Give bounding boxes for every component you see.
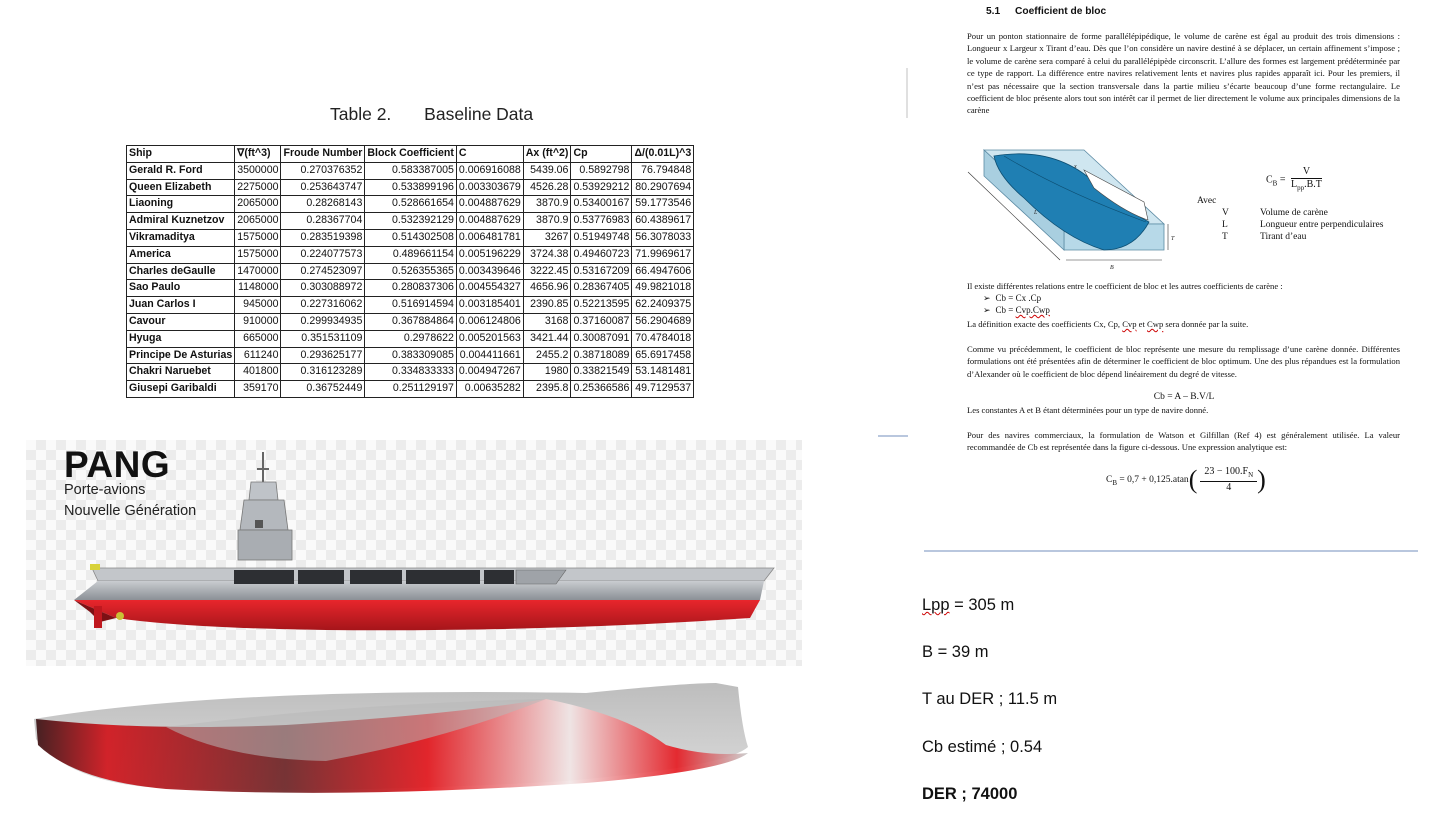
table-cell: 0.528661654 [365,196,457,213]
table-cell: 359170 [235,381,281,398]
table-cell: 0.006124806 [456,313,523,330]
table-row [127,297,694,314]
note-displacement: DER ; 74000 [922,785,1018,803]
table-cell: 0.49460723 [571,246,632,263]
table-cell: 0.004554327 [456,280,523,297]
legend-symbol-l: L [1222,220,1228,230]
ship-name-cell: Admiral Kuznetzov [127,213,235,230]
table-cell: 0.004947267 [456,364,523,381]
ship-profile-image [26,440,802,666]
table-cell: 2455.2 [523,347,571,364]
table-cell: 53.1481481 [632,364,694,381]
carrier-side-view [26,440,802,666]
col-c: C [456,146,523,163]
table-cell: 0.303088972 [281,280,365,297]
col-ax: Ax (ft^2) [523,146,571,163]
table-row [127,364,694,381]
table-cell: 0.003439646 [456,263,523,280]
table-cell: 2275000 [235,179,281,196]
ship-name-cell: Gerald R. Ford [127,162,235,179]
ship-name-cell: Giusepi Garibaldi [127,381,235,398]
ship-name-cell: Vikramaditya [127,229,235,246]
table-cell: 0.280837306 [365,280,457,297]
table-cell: 0.53400167 [571,196,632,213]
table-cell: 66.4947606 [632,263,694,280]
table-cell: 945000 [235,297,281,314]
table-cell: 0.004411661 [456,347,523,364]
col-froude: Froude Number [281,146,365,163]
ship-name-cell: Hyuga [127,330,235,347]
table-cell: 3168 [523,313,571,330]
watson-gilfillan-formula: $C_B = 0,7 + 0,125.atan$( $\frac{23 - 100.F_N}{4}$ ) [1106,465,1266,494]
note-lpp: Lpp = 305 m [922,596,1015,614]
table-cell: 0.003185401 [456,297,523,314]
table-cell: 0.005201563 [456,330,523,347]
table-cell: 76.794848 [632,162,694,179]
block-coefficient-figure [964,142,1180,272]
table-cell: 0.006916088 [456,162,523,179]
ship-name-cell: Liaoning [127,196,235,213]
ship-name-cell: America [127,246,235,263]
table-cell: 4656.96 [523,280,571,297]
table-cell: 0.30087091 [571,330,632,347]
figure-label-l: L [1034,210,1038,216]
table-cell: 0.270376352 [281,162,365,179]
table-row [127,347,694,364]
table-cell: 0.33821549 [571,364,632,381]
table-cell: 401800 [235,364,281,381]
table-cell: 3222.45 [523,263,571,280]
col-block-coefficient: Block Coefficient [365,146,457,163]
baseline-data-table [126,145,694,398]
table-cell: 0.489661154 [365,246,457,263]
table-cell: 0.004887629 [456,213,523,230]
table-cell: 3724.38 [523,246,571,263]
table-cell: 0.006481781 [456,229,523,246]
paragraph-definition: La définition exacte des coefficients Cx, Cp, Cvp et Cwp sera donnée par la suite. [967,319,1249,329]
hull-pressure-render [26,669,788,811]
table-cell: 62.2409375 [632,297,694,314]
table-cell: 70.4784018 [632,330,694,347]
table-cell: 0.005196229 [456,246,523,263]
table-cell: 60.4389617 [632,213,694,230]
table-cell: 0.53929212 [571,179,632,196]
avec-label: Avec [1197,196,1217,206]
ship-name-cell: Sao Paulo [127,280,235,297]
table-cell: 1148000 [235,280,281,297]
note-beam: B = 39 m [922,643,989,661]
table-body [127,162,694,397]
ship-name-cell: Cavour [127,313,235,330]
table-cell: 0.316123289 [281,364,365,381]
table-cell: 0.28367405 [571,280,632,297]
table-cell: 0.351531109 [281,330,365,347]
pang-subtitle-line2: Nouvelle Génération [64,503,197,519]
table-cell: 0.36752449 [281,381,365,398]
legend-definition-l: Longueur entre perpendiculaires [1260,220,1384,230]
figure-label-t: T [1171,236,1175,242]
mast-icon [262,452,264,482]
table-cell: 0.25366586 [571,381,632,398]
table-row [127,213,694,230]
table-row [127,263,694,280]
table-cell: 80.2907694 [632,179,694,196]
table-cell: 2390.85 [523,297,571,314]
table-cell: 0.52213595 [571,297,632,314]
table-cell: 0.583387005 [365,162,457,179]
paragraph-alexander: Comme vu précédemment, le coefficient de bloc représente une mesure du remplissage d’une carène donnée. Différentes formulations ont été présentées afin de déterminer le coefficient de bloc optimum. Une des plus répandues est la formulation d’Alexander où le coefficient de bloc dépend linéairement du degré de vitesse. [967,344,1400,379]
hull-render-graphic [26,669,788,811]
col-volume: ∇(ft^3) [235,146,281,163]
col-ship: Ship [127,146,235,163]
table-cell: 0.526355365 [365,263,457,280]
table-cell: 71.9969617 [632,246,694,263]
table-cell: 0.274523097 [281,263,365,280]
table-row [127,330,694,347]
table-cell: 1470000 [235,263,281,280]
table-cell: 0.283519398 [281,229,365,246]
table-cell: 0.00635282 [456,381,523,398]
table-cell: 65.6917458 [632,347,694,364]
alexander-formula: Cb = A – B.V/L [1153,392,1215,402]
ship-name-cell: Chakri Naruebet [127,364,235,381]
table-cell: 0.299934935 [281,313,365,330]
table-row [127,381,694,398]
table-cell: 0.28268143 [281,196,365,213]
table-cell: 2395.8 [523,381,571,398]
ship-name-cell: Queen Elizabeth [127,179,235,196]
table-caption-number: Table 2. [330,104,392,124]
section-heading [986,6,1106,17]
table-cell: 0.224077573 [281,246,365,263]
table-cell: 2065000 [235,213,281,230]
table-cell: 0.251129197 [365,381,457,398]
table-row [127,313,694,330]
table-cell: 5439.06 [523,162,571,179]
paragraph-intro: Pour un ponton stationnaire de forme parallélépipédique, le volume de carène est égal au produit des trois dimensions : Longueur x Largeur x Tirant d’eau. Dès que l’on considère un navire destiné à se déplacer, un certain affinement s’impose ; le volume de carène sera comparé à celui du parallélépipède circonscrit. L’allure des formes est largement prédéterminée par ce type de rapport. La différence entre navires relativement lents et navires plus rapides apparaît ici. Pour les premiers, il n’est pas nécessaire que la section transversale dans la partie milieu s’écarte beaucoup d’une forme rectangulaire. Le coefficient de bloc présente alors tout son intérêt car il permet de lier directement le volume aux principales dimensions de la carène [967,31,1400,116]
table-cell: 0.28367704 [281,213,365,230]
table-cell: 3267 [523,229,571,246]
table-cell: 1575000 [235,229,281,246]
ship-name-cell: Juan Carlos I [127,297,235,314]
table-row [127,196,694,213]
col-cp: Cp [571,146,632,163]
paragraph-watson: Pour des navires commerciaux, la formulation de Watson et Gilfillan (Ref 4) est généralement utilisée. La valeur recommandée de Cb est représentée dans la figure ci-dessous. Une expression analytique est: [967,430,1400,453]
table-cell: 3870.9 [523,213,571,230]
ship-name-cell: Principe De Asturias [127,347,235,364]
bullet-cb-cx-cp: ➢ Cb = Cx .Cp [983,293,1041,304]
table-cell: 1980 [523,364,571,381]
table-row [127,162,694,179]
table-cell: 0.004887629 [456,196,523,213]
pang-subtitle-line1: Porte-avions [64,482,146,498]
table-caption-title: Baseline Data [424,104,534,124]
table-cell: 2065000 [235,196,281,213]
table-cell: 3500000 [235,162,281,179]
table-cell: 3421.44 [523,330,571,347]
note-cb-estimate: Cb estimé ; 0.54 [922,738,1043,756]
table-cell: 56.3078033 [632,229,694,246]
table-cell: 0.253643747 [281,179,365,196]
table-cell: 0.383309085 [365,347,457,364]
legend-definition-t: Tirant d’eau [1260,232,1307,242]
table-cell: 665000 [235,330,281,347]
edge-fragment [906,68,908,118]
section-title: Coefficient de bloc [1015,6,1107,17]
table-cell: 59.1773546 [632,196,694,213]
table-cell: 0.516914594 [365,297,457,314]
table-cell: 0.227316062 [281,297,365,314]
table-cell: 56.2904689 [632,313,694,330]
table-cell: 910000 [235,313,281,330]
legend-definition-v: Volume de carène [1260,208,1328,218]
table-cell: 0.51949748 [571,229,632,246]
table-header-row [127,146,694,163]
legend-symbol-v: V [1222,208,1229,218]
table-cell: 0.532392129 [365,213,457,230]
table-cell: 3870.9 [523,196,571,213]
table-cell: 4526.28 [523,179,571,196]
table-cell: 0.37160087 [571,313,632,330]
table-caption [330,104,533,125]
separator-line [924,550,1418,552]
table-cell: 49.9821018 [632,280,694,297]
paragraph-constants: Les constantes A et B étant déterminées pour un type de navire donné. [967,405,1209,415]
table-cell: 0.53167209 [571,263,632,280]
table-cell: 0.367884864 [365,313,457,330]
table-cell: 0.53776983 [571,213,632,230]
bullet-cb-cvp-cwp: ➢ Cb = Cvp.Cwp [983,305,1050,316]
table-row [127,229,694,246]
separator-fragment [878,435,908,437]
table-cell: 0.293625177 [281,347,365,364]
figure-label-x: x [1074,164,1077,170]
table-row [127,179,694,196]
table-cell: 0.2978622 [365,330,457,347]
paragraph-relations: Il existe différentes relations entre le coefficient de bloc et les autres coefficients de carène : [967,281,1283,291]
table-row [127,280,694,297]
table-cell: 0.5892798 [571,162,632,179]
table-cell: 0.514302508 [365,229,457,246]
table-cell: 611240 [235,347,281,364]
figure-label-b: B [1110,265,1114,271]
table-cell: 1575000 [235,246,281,263]
table-cell: 0.533899196 [365,179,457,196]
section-number: 5.1 [986,6,1001,17]
block-coefficient-formula: $C_B$ = $\frac{V}{L_{pp}.B.T}$ [1266,166,1322,192]
table-cell: 49.7129537 [632,381,694,398]
ship-name-cell: Charles deGaulle [127,263,235,280]
table-row [127,246,694,263]
col-displacement-length: Δ/(0.01L)^3 [632,146,694,163]
table-cell: 0.003303679 [456,179,523,196]
legend-symbol-t: T [1222,232,1228,242]
note-draft: T au DER ; 11.5 m [922,690,1058,708]
table-cell: 0.38718089 [571,347,632,364]
pang-title: PANG [64,444,171,485]
table-cell: 0.334833333 [365,364,457,381]
